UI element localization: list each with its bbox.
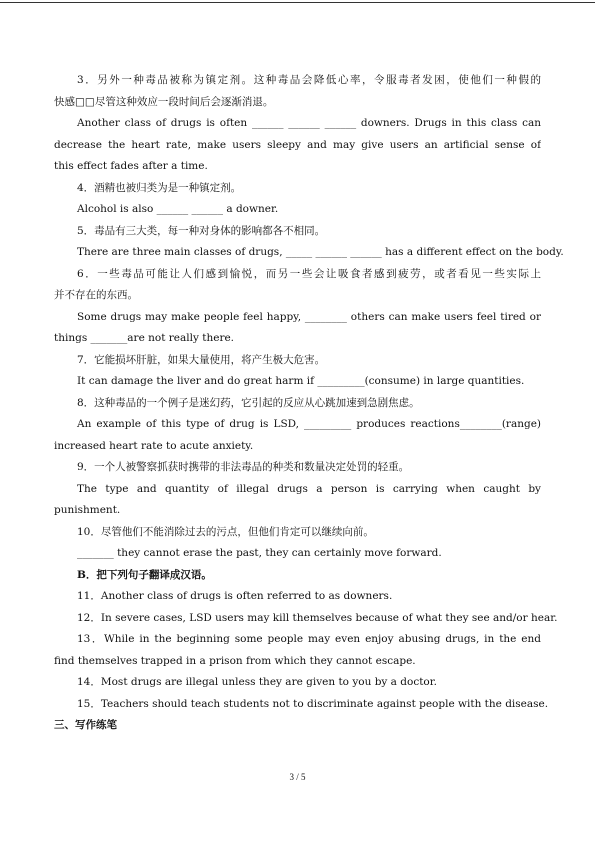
text-line: increased heart rate to acute anxiety. bbox=[54, 439, 254, 452]
text-line: Alcohol is also ______ ______ a downer. bbox=[77, 203, 279, 215]
section-heading: B．把下列句子翻译成汉语。 bbox=[77, 568, 212, 581]
text-line: this effect fades after a time. bbox=[54, 160, 208, 172]
text-line: 7．它能损坏肝脏，如果大量使用，将产生极大危害。 bbox=[77, 353, 326, 366]
text-line: It can damage the liver and do great harm if _________(consume) in large quantities. bbox=[77, 375, 525, 387]
document-body bbox=[54, 70, 564, 737]
text-line: punishment. bbox=[54, 504, 121, 516]
text-line: 10．尽管他们不能消除过去的污点，但他们肯定可以继续向前。 bbox=[77, 525, 374, 538]
text-line: 4．酒精也被归类为是一种镇定剂。 bbox=[77, 181, 242, 194]
text-line: 15．Teachers should teach students not to discriminate against people with the disease. bbox=[77, 697, 549, 710]
text-line: 6．一些毒品可能让人们感到愉悦，而另一些会让吸食者感到疲劳，或者看见一些实际上 bbox=[77, 267, 541, 280]
page-number: 3 / 5 bbox=[289, 772, 306, 782]
text-line: 12．In severe cases, LSD users may kill themselves because of what they see and/or hear. bbox=[77, 611, 558, 624]
text-line: 5．毒品有三大类，每一种对身体的影响都各不相同。 bbox=[77, 224, 326, 237]
text-line: 快感□□尽管这种效应一段时间后会逐渐消退。 bbox=[54, 95, 274, 108]
text-line: 8．这种毒品的一个例子是迷幻药，它引起的反应从心跳加速到急剧焦虑。 bbox=[77, 396, 420, 409]
section-heading: 三、写作练笔 bbox=[54, 719, 117, 731]
text-line: decrease the heart rate, make users sleepy and may give users an artificial sense of bbox=[54, 138, 541, 151]
text-line: The type and quantity of illegal drugs a person is carrying when caught by bbox=[77, 482, 541, 495]
top-rule bbox=[0, 2, 595, 3]
text-line: 11．Another class of drugs is often referred to as downers. bbox=[77, 590, 393, 602]
text-line: 14．Most drugs are illegal unless they are given to you by a doctor. bbox=[77, 676, 437, 688]
text-line: 并不存在的东西。 bbox=[54, 289, 138, 301]
text-line: Another class of drugs is often ______ ______ ______ downers. Drugs in this class can bbox=[77, 117, 541, 129]
text-line: 3．另外一种毒品被称为镇定剂。这种毒品会降低心率，令服毒者发困，使他们一种假的 bbox=[77, 74, 541, 86]
text-line: things _______are not really there. bbox=[54, 332, 235, 344]
text-line: _______ they cannot erase the past, they can certainly move forward. bbox=[77, 547, 442, 559]
text-line: An example of this type of drug is LSD, _________ produces reactions________(range) bbox=[77, 418, 541, 430]
text-line: There are three main classes of drugs, _____ ______ ______ has a different effect on the body. bbox=[77, 246, 564, 258]
text-line: 9．一个人被警察抓获时携带的非法毒品的种类和数量决定处罚的轻重。 bbox=[77, 461, 410, 473]
text-line: find themselves trapped in a prison from which they cannot escape. bbox=[54, 654, 416, 667]
text-line: Some drugs may make people feel happy, ________ others can make users feel tired or bbox=[77, 310, 541, 323]
text-line: 13．While in the beginning some people may even enjoy abusing drugs, in the end bbox=[77, 633, 541, 645]
